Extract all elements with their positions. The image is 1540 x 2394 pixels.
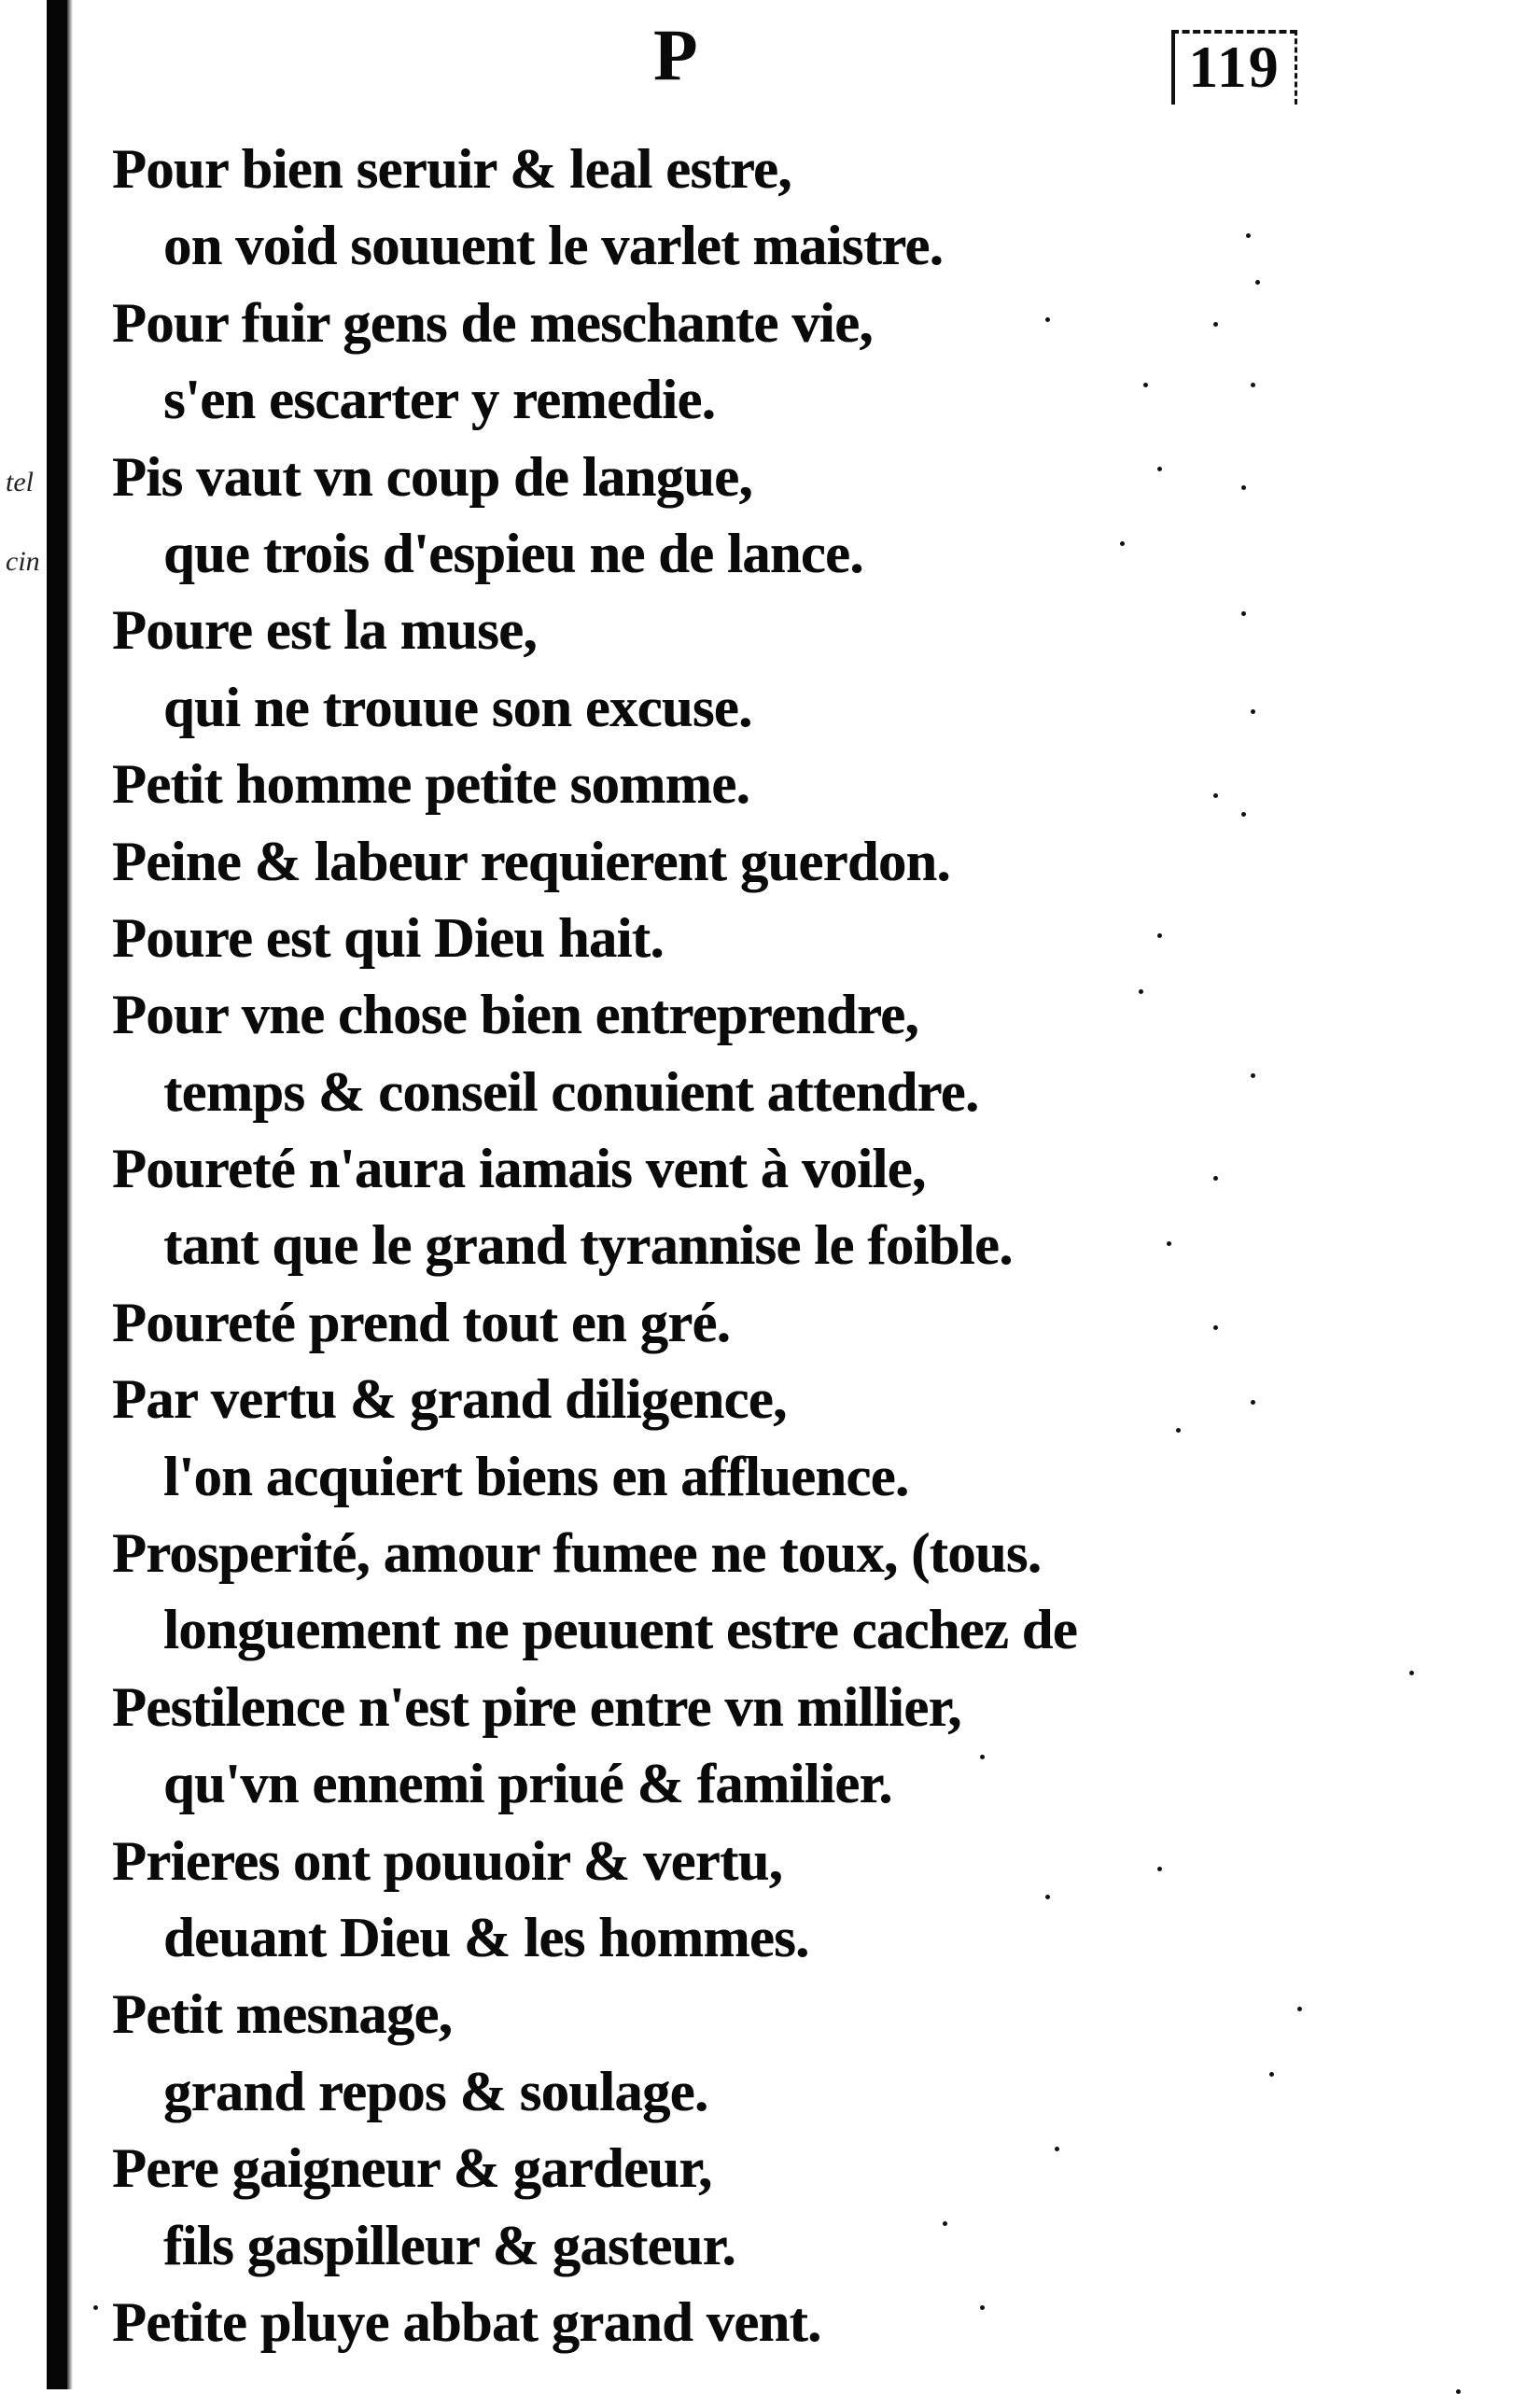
print-speck	[1139, 989, 1143, 994]
print-speck	[980, 2305, 985, 2310]
print-speck	[1456, 2389, 1461, 2394]
binding-shadow	[67, 0, 73, 2389]
print-speck	[1045, 317, 1050, 322]
print-speck	[1246, 233, 1251, 238]
print-speck	[1241, 812, 1246, 817]
proverb-line: qu'vn ennemi priué & familier.	[163, 1753, 892, 1815]
print-speck	[1157, 467, 1162, 471]
print-speck	[1251, 1073, 1255, 1078]
proverb-line: deuant Dieu & les hommes.	[163, 1906, 809, 1968]
print-speck	[1241, 485, 1246, 490]
proverb-line: que trois d'espieu ne de lance.	[163, 522, 863, 584]
proverb-line: Pestilence n'est pire entre vn millier,	[112, 1675, 961, 1738]
print-speck	[1045, 1895, 1050, 1899]
print-speck	[1213, 1325, 1218, 1330]
print-speck	[1157, 1867, 1162, 1871]
proverb-line: temps & conseil conuient attendre.	[163, 1060, 979, 1123]
print-speck	[1251, 709, 1255, 714]
proverb-line: grand repos & soulage.	[163, 2060, 708, 2122]
proverb-line: Petite pluye abbat grand vent.	[112, 2290, 821, 2353]
proverb-line: qui ne trouue son excuse.	[163, 676, 752, 738]
proverb-line: longuement ne peuuent estre cachez de	[163, 1599, 1077, 1661]
print-speck	[1055, 2147, 1059, 2151]
print-speck	[1269, 2072, 1274, 2077]
print-speck	[1213, 322, 1218, 327]
proverb-line: Petit homme petite somme.	[112, 753, 750, 816]
print-speck	[1251, 383, 1255, 387]
print-speck	[1176, 1428, 1181, 1433]
proverb-line: Pour bien seruir & leal estre,	[112, 138, 791, 200]
proverb-line: Pour vne chose bien entreprendre,	[112, 984, 919, 1046]
print-speck	[1297, 2007, 1302, 2011]
proverb-line: Poure est qui Dieu hait.	[112, 906, 664, 969]
page-number-frame	[1171, 30, 1297, 105]
print-speck	[1213, 793, 1218, 798]
page-number	[1171, 30, 1297, 105]
print-speck	[1251, 1400, 1255, 1405]
proverb-line: Pere gaigneur & gardeur,	[112, 2137, 712, 2200]
print-speck	[1120, 541, 1125, 546]
print-speck	[1213, 1176, 1218, 1181]
print-speck	[1255, 280, 1260, 285]
proverb-line: Peine & labeur requierent guerdon.	[112, 830, 951, 892]
print-speck	[1241, 611, 1246, 616]
section-letter: P	[653, 14, 698, 95]
proverb-line: tant que le grand tyrannise le foible.	[163, 1214, 1013, 1277]
proverb-line: Pis vaut vn coup de langue,	[112, 445, 752, 508]
print-speck	[1409, 1671, 1414, 1675]
proverb-line: Petit mesnage,	[112, 1983, 453, 2046]
print-speck	[980, 1755, 985, 1759]
proverb-line: s'en escarter y remedie.	[163, 369, 716, 431]
page-number-text: 119	[1188, 34, 1281, 100]
proverb-line: Par vertu & grand diligence,	[112, 1368, 787, 1431]
print-speck	[1143, 383, 1148, 387]
proverb-line: Prieres ont pouuoir & vertu,	[112, 1829, 783, 1892]
margin-note: cin	[6, 546, 40, 577]
proverb-line: fils gaspilleur & gasteur.	[163, 2214, 735, 2276]
proverb-line: Poureté n'aura iamais vent à voile,	[112, 1138, 926, 1200]
proverb-line: l'on acquiert biens en affluence.	[163, 1445, 909, 1507]
proverb-line: Pour fuir gens de meschante vie,	[112, 291, 873, 354]
print-speck	[1167, 1241, 1171, 1246]
proverb-list	[112, 131, 1335, 2360]
proverb-line: Prosperité, amour fumee ne toux, (tous.	[112, 1522, 1042, 1585]
proverb-line: on void souuent le varlet maistre.	[163, 215, 944, 277]
print-speck	[93, 2305, 98, 2310]
print-speck	[943, 2221, 947, 2226]
binding-edge	[47, 0, 67, 2389]
proverb-line: Poure est la muse,	[112, 599, 537, 662]
proverb-line: Poureté prend tout en gré.	[112, 1291, 731, 1353]
print-speck	[1157, 933, 1162, 938]
margin-note: tel	[6, 467, 34, 497]
